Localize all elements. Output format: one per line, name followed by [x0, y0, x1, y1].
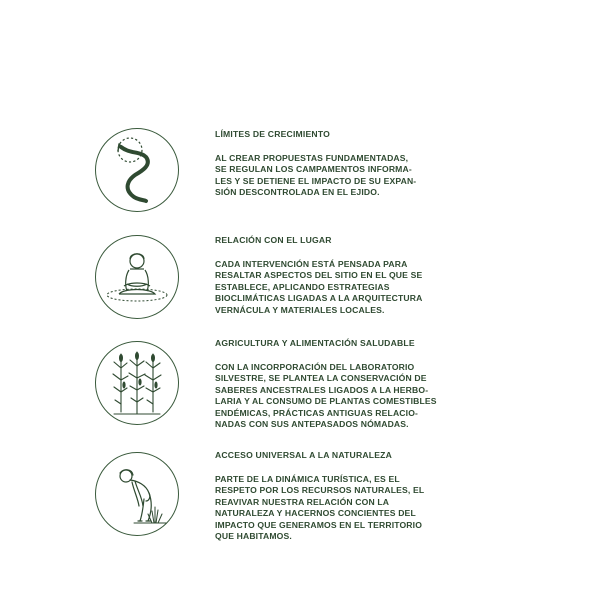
description-line: IMPACTO QUE GENERAMOS EN EL TERRITORIO	[215, 519, 423, 530]
item-title: RELACIÓN CON EL LUGAR	[215, 235, 332, 245]
description-line: BIOCLIMÁTICAS LIGADAS A LA ARQUITECTURA	[215, 293, 423, 304]
meditating-person-icon	[94, 234, 180, 320]
item-description	[215, 474, 465, 542]
description-line: SIÓN DESCONTROLADA EN EL EJIDO.	[215, 187, 380, 198]
description-line: CADA INTERVENCIÓN ESTÁ PENSADA PARA	[215, 259, 408, 269]
description-line: RESPETO POR LOS RECURSOS NATURALES, EL	[215, 485, 425, 496]
item-title: AGRICULTURA Y ALIMENTACIÓN SALUDABLE	[215, 338, 415, 348]
item-title: LÍMITES DE CRECIMIENTO	[215, 129, 331, 139]
item-description	[215, 362, 465, 430]
description-line: SE REGULAN LOS CAMPAMENTOS INFORMA-	[215, 164, 412, 175]
description-line: RESALTAR ASPECTOS DEL SITIO EN EL QUE SE	[215, 270, 423, 281]
corn-plants-icon	[94, 340, 180, 426]
description-line: AL CREAR PROPUESTAS FUNDAMENTADAS,	[215, 153, 409, 163]
description-line: LARIA Y AL CONSUMO DE PLANTAS COMESTIBLES	[215, 396, 437, 407]
description-line: VERNÁCULA Y MATERIALES LOCALES.	[215, 304, 385, 315]
description-line: NATURALEZA Y HACERNOS CONCIENTES DEL	[215, 508, 416, 519]
person-gardening-icon	[94, 451, 180, 537]
winding-path-icon	[94, 127, 180, 213]
description-line: LES Y SE DETIENE EL IMPACTO DE SU EXPAN-	[215, 175, 417, 186]
item-description	[215, 259, 465, 316]
description-line: ENDÉMICAS, PRÁCTICAS ANTIGUAS RELACIO-	[215, 407, 419, 418]
description-line: SILVESTRE, SE PLANTEA LA CONSERVACIÓN DE	[215, 373, 427, 384]
description-line: REAVIVAR NUESTRA RELACIÓN CON LA	[215, 496, 390, 507]
description-line: QUE HABITAMOS.	[215, 531, 292, 542]
description-line: PARTE DE LA DINÁMICA TURÍSTICA, ES EL	[215, 474, 400, 484]
description-line: ESTABLECE, APLICANDO ESTRATEGIAS	[215, 281, 390, 292]
description-line: CON LA INCORPORACIÓN DEL LABORATORIO	[215, 362, 415, 372]
item-description	[215, 153, 465, 199]
description-line: SABERES ANCESTRALES LIGADOS A LA HERBO-	[215, 384, 429, 395]
item-title: ACCESO UNIVERSAL A LA NATURALEZA	[215, 450, 393, 460]
description-line: NADAS CON SUS ANTEPASADOS NÓMADAS.	[215, 419, 409, 430]
